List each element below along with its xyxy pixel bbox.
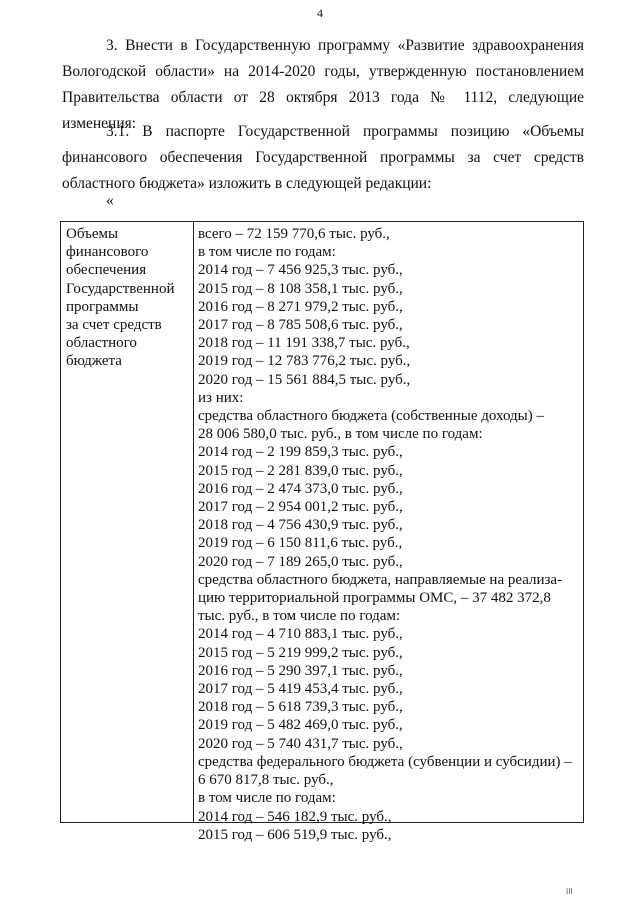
table-right-line: цию территориальной программы ОМС, – 37 482 372,8 xyxy=(198,590,551,607)
passport-paragraph: 3.1. В паспорте Государственной программы позицию «Объемы финансового обеспечения Государственной программы за счет средств областного бюджета» изложить в следующей редакции: xyxy=(62,123,584,192)
table-right-line: 2015 год – 2 281 839,0 тыс. руб., xyxy=(198,462,403,479)
table-left-line: финансового xyxy=(66,244,149,261)
table-right-line: 2016 год – 2 474 373,0 тыс. руб., xyxy=(198,480,403,497)
table-right-line: 2015 год – 5 219 999,2 тыс. руб., xyxy=(198,644,403,661)
table-right-line: 2016 год – 8 271 979,2 тыс. руб., xyxy=(198,298,403,315)
table-right-line: 2017 год – 2 954 001,2 тыс. руб., xyxy=(198,499,403,516)
table-right-line: 28 006 580,0 тыс. руб., в том числе по годам: xyxy=(198,426,483,443)
opening-quote: « xyxy=(106,192,114,209)
table-right-line: 2016 год – 5 290 397,1 тыс. руб., xyxy=(198,662,403,679)
table-right-line: 2019 год – 12 783 776,2 тыс. руб., xyxy=(198,353,411,370)
table-right-line: 2014 год – 546 182,9 тыс. руб., xyxy=(198,808,392,825)
table-left-line: обеспечения xyxy=(66,262,147,279)
page-number: 4 xyxy=(317,6,323,20)
amendment-paragraph: 3. Внести в Государственную программу «Развитие здравоохранения Вологодской области» на 2014-2020 годы, утвержденную постановлением Правительства области от 28 октября 2013 года № 1112, следующие изменения: xyxy=(62,37,584,132)
table-right-line: в том числе по годам: xyxy=(198,244,336,261)
table-right-line: 2018 год – 5 618 739,3 тыс. руб., xyxy=(198,699,403,716)
table-right-line: из них: xyxy=(198,389,244,406)
table-left-line: Объемы xyxy=(66,226,119,242)
table-left-line: Государственной xyxy=(66,280,175,297)
table-right-line: 2014 год – 2 199 859,3 тыс. руб., xyxy=(198,444,403,461)
table-left-line: областного xyxy=(66,335,137,352)
table-right-line: 6 670 817,8 тыс. руб., xyxy=(198,772,334,789)
table-left-cell xyxy=(66,225,190,371)
table-right-line: 2015 год – 606 519,9 тыс. руб., xyxy=(198,826,392,843)
table-right-line: 2017 год – 5 419 453,4 тыс. руб., xyxy=(198,681,403,698)
table-left-line: бюджета xyxy=(66,353,122,370)
corner-mark: III xyxy=(566,887,573,896)
table-left-line: за счет средств xyxy=(66,317,162,334)
table-right-line: 2014 год – 7 456 925,3 тыс. руб., xyxy=(198,262,403,279)
table-left-line: программы xyxy=(66,298,139,315)
table-right-line: 2018 год – 11 191 338,7 тыс. руб., xyxy=(198,335,410,352)
table-right-cell xyxy=(198,225,578,844)
table-right-line: 2020 год – 15 561 884,5 тыс. руб., xyxy=(198,371,411,388)
table-right-line: 2018 год – 4 756 430,9 тыс. руб., xyxy=(198,517,403,534)
funding-table xyxy=(60,221,584,843)
table-right-line: 2020 год – 7 189 265,0 тыс. руб., xyxy=(198,553,403,570)
table-right-line: средства областного бюджета (собственные доходы) – xyxy=(198,408,545,425)
table-right-line: 2019 год – 5 482 469,0 тыс. руб., xyxy=(198,717,403,734)
table-right-line: 2019 год – 6 150 811,6 тыс. руб., xyxy=(198,535,403,552)
table-right-line: 2014 год – 4 710 883,1 тыс. руб., xyxy=(198,626,403,643)
table-right-line: 2015 год – 8 108 358,1 тыс. руб., xyxy=(198,280,403,297)
table-right-line: в том числе по годам: xyxy=(198,790,336,807)
table-right-line: тыс. руб., в том числе по годам: xyxy=(198,608,401,625)
table-right-line: средства федерального бюджета (субвенции и субсидии) – xyxy=(198,753,572,770)
table-column-divider xyxy=(193,222,194,822)
table-right-line: всего – 72 159 770,6 тыс. руб., xyxy=(198,226,390,242)
table-right-line: 2017 год – 8 785 508,6 тыс. руб., xyxy=(198,317,403,334)
table-right-line: 2020 год – 5 740 431,7 тыс. руб., xyxy=(198,735,403,752)
table-right-line: средства областного бюджета, направляемые на реализа- xyxy=(198,571,563,588)
